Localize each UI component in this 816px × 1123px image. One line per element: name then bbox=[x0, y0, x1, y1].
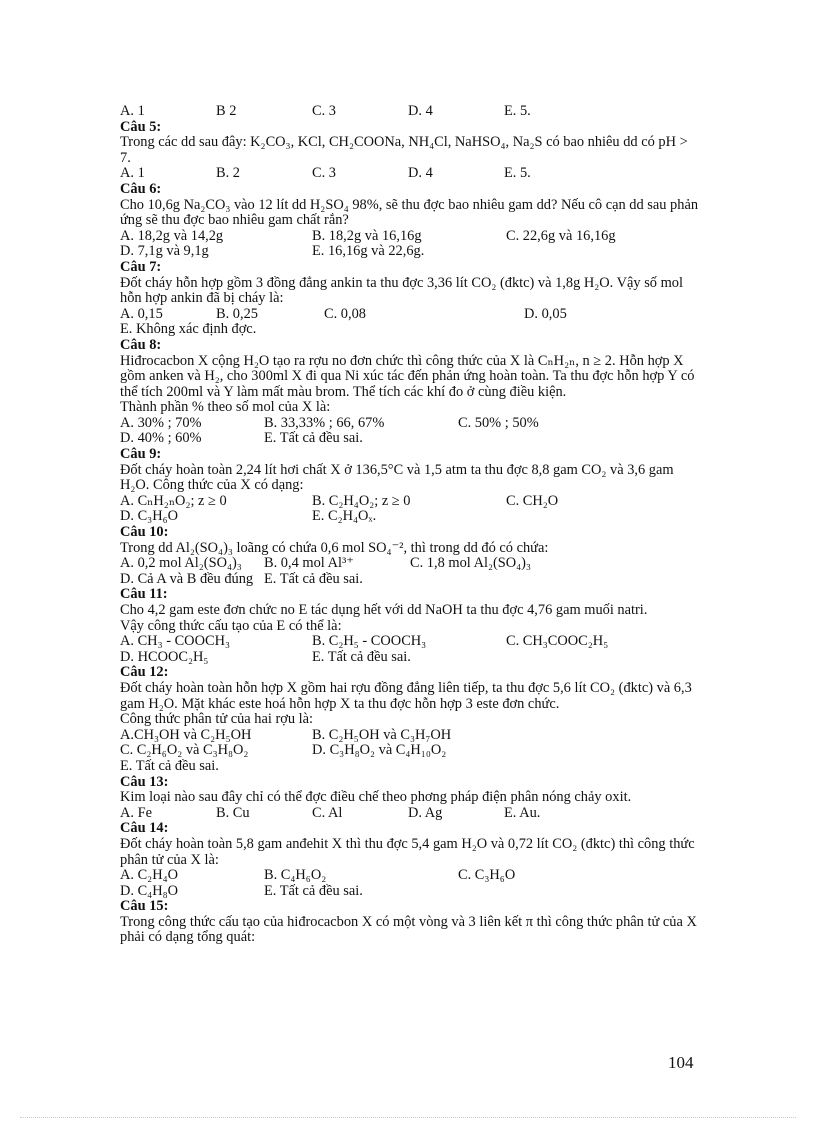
option: D. Cả A và B đều đúng bbox=[120, 570, 254, 587]
question-options bbox=[120, 494, 700, 525]
option: B. 0,25 bbox=[216, 305, 258, 322]
question-stem-2: Thành phần % theo số mol của X là: bbox=[120, 399, 331, 416]
question-stem: Đốt cháy hoàn toàn hỗn hợp X gồm hai rợu đồng đẳng liên tiếp, ta thu đợc 5,6 lít CO₂ (đktc) và 6,3 gam H₂O. Mặt khác este hoá hỗn hợp X ta thu đợc hỗn hợp 3 este đơn chức. bbox=[120, 679, 692, 712]
question-options bbox=[120, 307, 700, 338]
option: C. 50% ; 50% bbox=[458, 414, 539, 431]
question-options bbox=[120, 806, 700, 822]
option: E. Tất cả đều sai. bbox=[264, 430, 363, 447]
question-options bbox=[120, 868, 700, 899]
option: B. C₂H₅ - COOCH₃ bbox=[312, 633, 427, 650]
option: C. C₃H₆O bbox=[458, 867, 516, 884]
question-options bbox=[120, 416, 700, 447]
question-stem: Trong dd Al₂(SO₄)₃ loãng có chứa 0,6 mol SO₄⁻², thì trong dd đó có chứa: bbox=[120, 539, 549, 556]
question-stem: Trong công thức cấu tạo của hiđrocacbon X có một vòng và 3 liên kết π thì công thức phân tử của X phải có dạng tổng quát: bbox=[120, 913, 697, 946]
question-stem: Đốt cháy hỗn hợp gồm 3 đồng đẳng ankin ta thu đợc 3,36 lít CO₂ (đktc) và 1,8g H₂O. Vậy số mol hỗn hợp ankin đã bị cháy là: bbox=[120, 274, 683, 307]
option: C. 22,6g và 16,16g bbox=[506, 227, 616, 244]
question-stem-2: Công thức phân tử của hai rợu là: bbox=[120, 711, 314, 728]
question-title: Câu 9: bbox=[120, 446, 162, 463]
question-options bbox=[120, 634, 700, 665]
option: C. Al bbox=[312, 804, 343, 821]
question-title: Câu 10: bbox=[120, 524, 169, 541]
option: C. 3 bbox=[312, 165, 336, 182]
question-stem-2: Vậy công thức cấu tạo của E có thể là: bbox=[120, 617, 342, 634]
question-stem: Kim loại nào sau đây chỉ có thể đợc điều chế theo phơng pháp điện phân nóng chảy oxit. bbox=[120, 789, 632, 806]
option: E. C₂H₄Oₓ. bbox=[312, 508, 377, 525]
question-7 bbox=[120, 260, 700, 338]
option-spacer bbox=[506, 728, 700, 744]
option: C. CH₂O bbox=[506, 492, 559, 509]
option: E. Không xác định đợc. bbox=[120, 321, 257, 338]
option: E. 16,16g và 22,6g. bbox=[312, 243, 425, 260]
question-title: Câu 14: bbox=[120, 820, 169, 837]
option: D. C₃H₈O₂ và C₄H₁₀O₂ bbox=[312, 742, 447, 759]
option: E. Tất cả đều sai. bbox=[312, 648, 411, 665]
option: B. C₂H₅OH và C₃H₇OH bbox=[312, 726, 452, 743]
question-13 bbox=[120, 775, 700, 822]
option: E. Au. bbox=[504, 804, 541, 821]
option: A. 18,2g và 14,2g bbox=[120, 227, 224, 244]
option: A. CH₃ - COOCH₃ bbox=[120, 633, 230, 650]
question-options bbox=[120, 166, 700, 182]
page-bottom-divider bbox=[20, 1117, 796, 1118]
question-stem: Cho 4,2 gam este đơn chức no E tác dụng hết với dd NaOH ta thu đợc 4,76 gam muối natri. bbox=[120, 602, 648, 618]
question-title: Câu 7: bbox=[120, 258, 162, 275]
option: C. 1,8 mol Al₂(SO₄)₃ bbox=[410, 555, 531, 572]
question-12 bbox=[120, 665, 700, 774]
document-page bbox=[120, 104, 700, 946]
option: C. 3 bbox=[312, 103, 336, 119]
option: B. C₄H₆O₂ bbox=[264, 867, 327, 884]
option: A. 30% ; 70% bbox=[120, 414, 202, 431]
option: D. 4 bbox=[408, 103, 433, 119]
option: B. 0,4 mol Al³⁺ bbox=[264, 555, 354, 572]
question-15 bbox=[120, 899, 700, 946]
option: D. 4 bbox=[408, 165, 433, 182]
question-6 bbox=[120, 182, 700, 260]
question-options bbox=[120, 556, 700, 587]
option: B. 33,33% ; 66, 67% bbox=[264, 414, 385, 431]
option: A. 0,2 mol Al₂(SO₄)₃ bbox=[120, 555, 242, 572]
option: D. 0,05 bbox=[524, 305, 567, 322]
option: D. Ag bbox=[408, 804, 443, 821]
option: A. CₙH₂ₙO₂; z ≥ 0 bbox=[120, 492, 227, 509]
option: B. Cu bbox=[216, 804, 250, 821]
question-options bbox=[120, 229, 700, 260]
option: D. C₃H₆O bbox=[120, 508, 179, 525]
option: D. 40% ; 60% bbox=[120, 430, 202, 447]
option: D. C₄H₈O bbox=[120, 882, 179, 899]
option: B. 2 bbox=[216, 165, 240, 182]
question-title: Câu 11: bbox=[120, 586, 168, 603]
question-title: Câu 12: bbox=[120, 664, 169, 681]
question-title: Câu 13: bbox=[120, 773, 169, 790]
question-options bbox=[120, 728, 700, 775]
option: E. Tất cả đều sai. bbox=[120, 757, 219, 774]
option: A. 1 bbox=[120, 165, 145, 182]
option: B 2 bbox=[216, 103, 237, 119]
option: E. Tất cả đều sai. bbox=[264, 570, 363, 587]
option: E. Tất cả đều sai. bbox=[264, 882, 363, 899]
question-11 bbox=[120, 587, 700, 665]
question-title: Câu 6: bbox=[120, 180, 162, 197]
option: E. 5. bbox=[504, 103, 531, 119]
question-title: Câu 5: bbox=[120, 118, 162, 135]
question-8 bbox=[120, 338, 700, 447]
question-stem: Cho 10,6g Na₂CO₃ vào 12 lít dd H₂SO₄ 98%, sẽ thu đợc bao nhiêu gam dd? Nếu cô cạn dd sau phản ứng sẽ thu đợc bao nhiêu gam chất rắn? bbox=[120, 196, 699, 229]
option: C. C₂H₆O₂ và C₃H₈O₂ bbox=[120, 742, 249, 759]
page-number: 104 bbox=[668, 1053, 694, 1072]
option: B. C₂H₄O₂; z ≥ 0 bbox=[312, 492, 411, 509]
question-stem: Trong các dd sau đây: K₂CO₃, KCl, CH₂COONa, NH₄Cl, NaHSO₄, Na₂S có bao nhiêu dd có pH > 7. bbox=[120, 134, 688, 166]
question-stem: Hiđrocacbon X cộng H₂O tạo ra rợu no đơn chức thì công thức của X là CₙH₂ₙ, n ≥ 2. Hỗn hợp X gồm anken và H₂, cho 300ml X đi qua Ni xúc tác đến phản ứng hoàn toàn. Ta thu đợc hỗn hợp Y có thể tích 200ml và Y làm mất màu brom. Thể tích các khí đo ở cùng điều kiện. bbox=[120, 352, 695, 400]
option: E. 5. bbox=[504, 165, 531, 182]
question-stem: Đốt cháy hoàn toàn 2,24 lít hơi chất X ở 136,5°C và 1,5 atm ta thu đợc 8,8 gam CO₂ và 3,6 gam H₂O. Công thức của X có dạng: bbox=[120, 461, 674, 494]
option: A.CH₃OH và C₂H₅OH bbox=[120, 726, 252, 743]
question-stem: Đốt cháy hoàn toàn 5,8 gam anđehit X thì thu đợc 5,4 gam H₂O và 0,72 lít CO₂ (đktc) thì công thức phân tử của X là: bbox=[120, 835, 695, 868]
option: A. 1 bbox=[120, 103, 145, 119]
option: A. 0,15 bbox=[120, 305, 163, 322]
question-9 bbox=[120, 447, 700, 525]
question-5 bbox=[120, 120, 700, 182]
option: A. Fe bbox=[120, 804, 152, 821]
top-options bbox=[120, 104, 700, 120]
option: B. 18,2g và 16,16g bbox=[312, 227, 422, 244]
option: D. 7,1g và 9,1g bbox=[120, 243, 209, 260]
question-14 bbox=[120, 821, 700, 899]
option-spacer bbox=[506, 743, 700, 759]
option: C. CH₃COOC₂H₅ bbox=[506, 633, 609, 650]
question-title: Câu 15: bbox=[120, 898, 169, 915]
question-10 bbox=[120, 525, 700, 587]
option: C. 0,08 bbox=[324, 305, 366, 322]
question-title: Câu 8: bbox=[120, 336, 162, 353]
option: A. C₂H₄O bbox=[120, 867, 179, 884]
option: D. HCOOC₂H₅ bbox=[120, 648, 209, 665]
